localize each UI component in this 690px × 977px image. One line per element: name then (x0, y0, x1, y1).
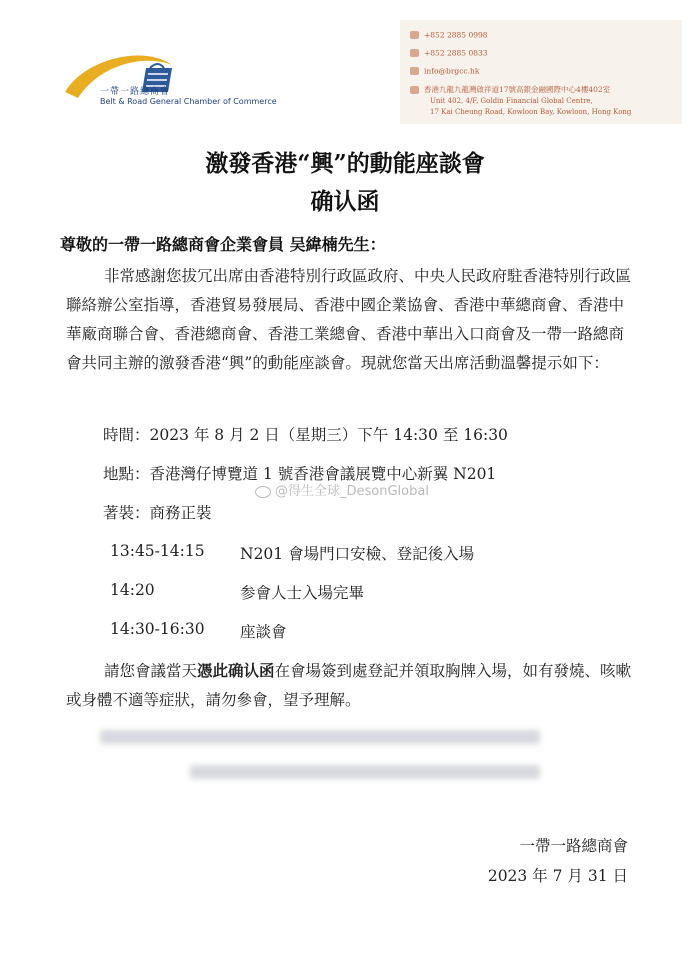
schedule-event-2: 参會人士入場完畢 (240, 584, 365, 602)
schedule-event-3: 座談會 (240, 623, 287, 641)
body-paragraph-text: 非常感謝您拔冗出席由香港特別行政區政府、中央人民政府駐香港特別行政區聯絡辦公室指導，香港貿易發展局、香港中國企業協會、香港中華總商會、香港中華廠商聯合會、香港總商會、香港工業總會、香港中華出入口商會及一帶一路總商會共同主辦的激發香港“興”的動能座談會。現就您當天出席活動溫馨提示如下： (66, 267, 632, 372)
signature-date: 2023 年 7 月 31 日 (487, 867, 628, 885)
notice-text-1: 請您會議當天 (104, 662, 198, 680)
redacted-line-1 (100, 730, 540, 744)
dress-code: 著裝：商務正裝 (103, 504, 212, 522)
schedule-time-2: 14:20 (110, 581, 155, 599)
contact-fax: +852 2885 0833 (410, 48, 488, 58)
event-time: 時間：2023 年 8 月 2 日（星期三）下午 14:30 至 16:30 (103, 426, 508, 444)
logo-name-en: Belt & Road General Chamber of Commerce (100, 97, 277, 106)
contact-email: info@brgcc.hk (410, 66, 479, 76)
email-icon (410, 67, 419, 75)
logo-name-cn: 一帶一路總商會 (100, 87, 171, 97)
event-place: 地點：香港灣仔博覽道 1 號香港會議展覽中心新翼 N201 (103, 465, 497, 483)
contact-address-en-2: 17 Kai Cheung Road, Kowloon Bay, Kowloon, Hong Kong (430, 108, 632, 116)
contact-block (400, 20, 682, 124)
document-subtitle: 确认函 (310, 188, 380, 215)
contact-address-cn: 香港九龍九龍灣啟祥道17號高銀金融國際中心4樓402室 (410, 84, 610, 95)
signature-org: 一帶一路總商會 (519, 837, 628, 855)
notice-paragraph (66, 656, 632, 715)
schedule-time-1: 13:45-14:15 (110, 542, 205, 560)
schedule-event-1: N201 會場門口安檢、登記後入場 (240, 545, 475, 563)
notice-emphasis: 憑此确认函 (197, 661, 275, 680)
document-title: 激發香港“興”的動能座談會 (205, 150, 485, 177)
schedule-time-3: 14:30-16:30 (110, 620, 205, 638)
body-paragraph (66, 262, 632, 378)
contact-phone: +852 2885 0998 (410, 30, 488, 40)
salutation: 尊敬的一帶一路總商會企業會員 吴緯楠先生： (60, 235, 386, 254)
contact-address-en-1: Unit 402, 4/F, Goldin Financial Global Centre, (430, 97, 593, 105)
notice-text-2: 在會場簽到處登記并領取胸牌入場，如有發燒、咳嗽或身體不適等症狀，請勿參會，望予理解。 (66, 662, 632, 709)
logo-text (100, 88, 277, 106)
watermark: @得生全球_DesonGlobal (255, 480, 429, 499)
redacted-line-2 (190, 765, 540, 779)
weibo-icon (255, 486, 271, 498)
location-icon (410, 86, 419, 94)
fax-icon (410, 49, 419, 57)
phone-icon (410, 31, 419, 39)
